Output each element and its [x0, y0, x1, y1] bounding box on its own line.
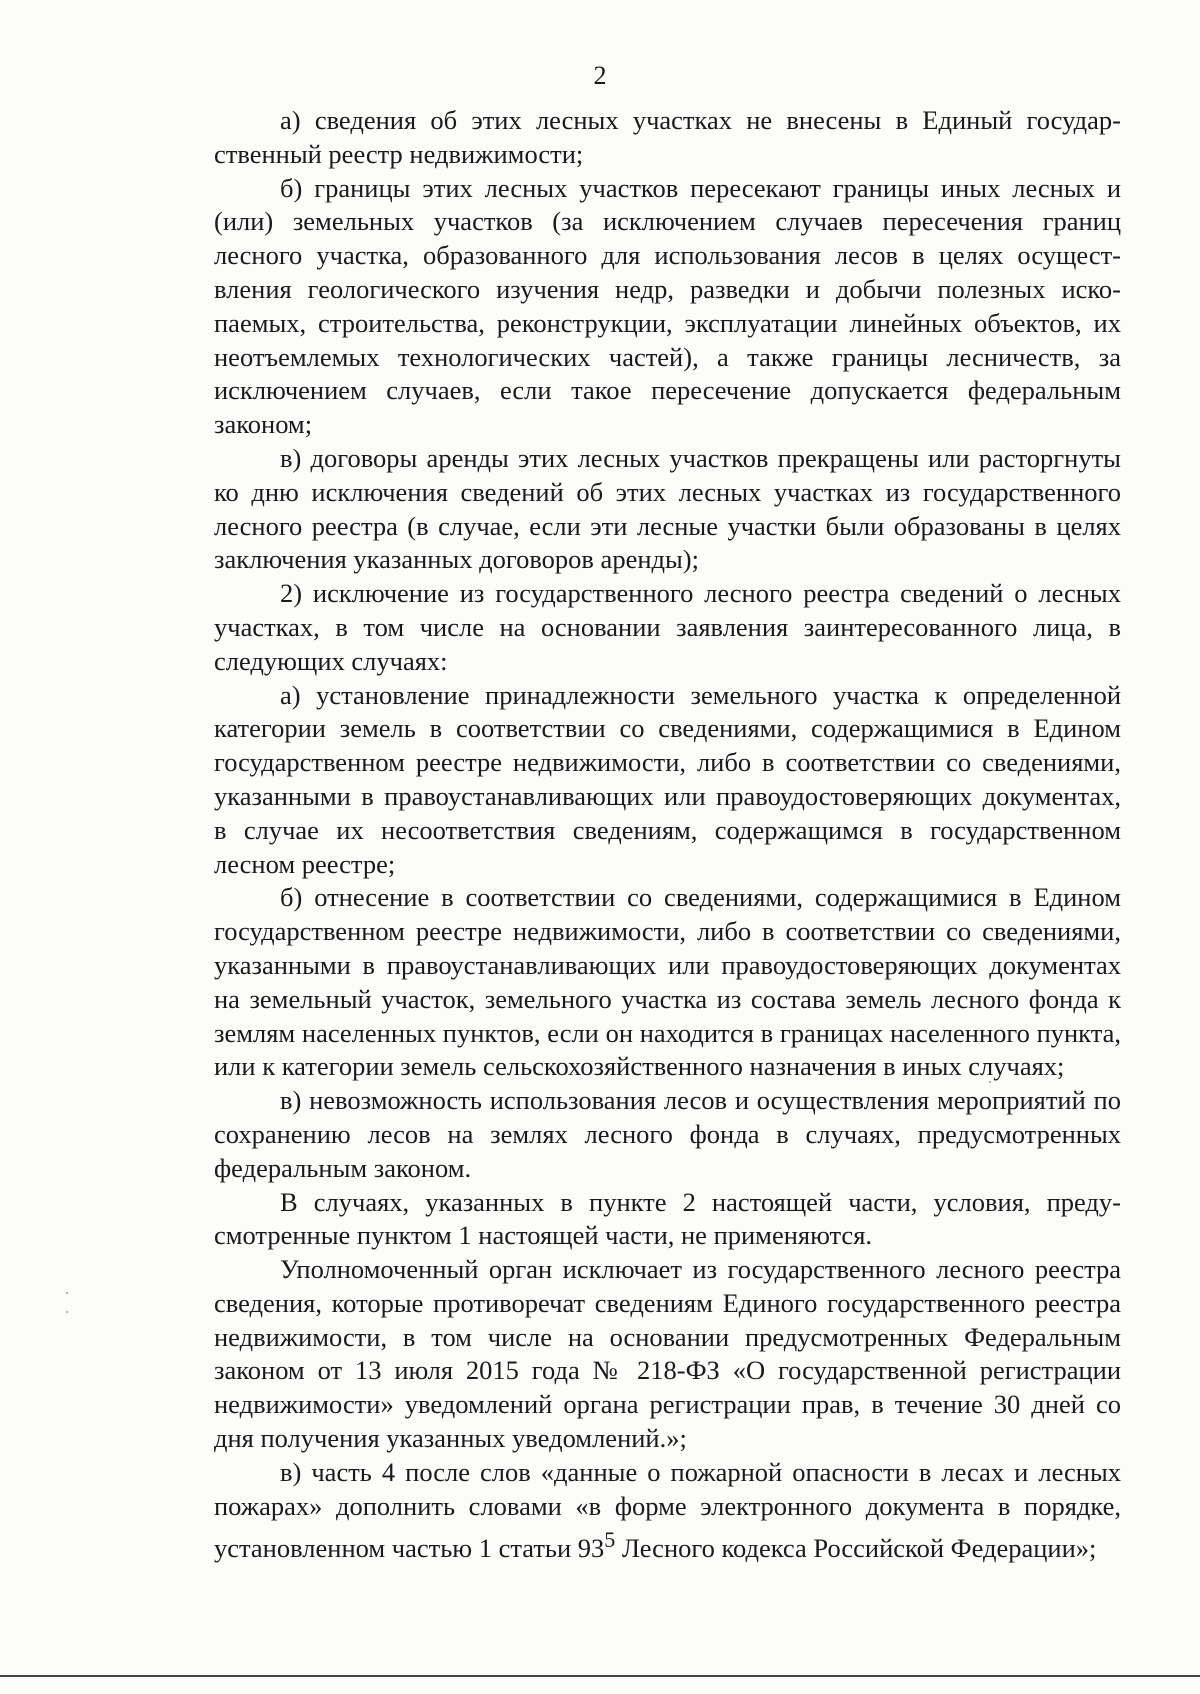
- paragraph-2: 2) исключение из государственного лесного реестра сведений о лесных участках, в том числе на основании заявления заинтересованного лица, в следующих случаях:: [214, 578, 1121, 676]
- part-4-text: в) часть 4 после слов «данные о пожарной опасности в лесах и лесных пожарах» дополнить словами «в форме электронного документа в порядке, установленном частью 1 статьи 93: [214, 1456, 1121, 1564]
- paragraph-1b: б) границы этих лесных участков пересекают границы иных лесных и (или) земельных участков (за исключением случаев пересечения границ лесного участка, образованного для использования лесов в целях осуществления геологического изучения недр, разведки и добычи полезных ископаемых, строительства, реконструкции, эксплуатации линейных объектов, их неотъемлемых технологических частей), а также границы лесничеств, за исключением случаев, если такое пересечение допускается федеральным законом;: [214, 172, 1121, 440]
- paragraph-2a: а) установление принадлежности земельного участка к определенной категории земель в соответствии со сведениями, содержащимися в Едином государственном реестре недвижимости, либо в соответствии со сведениями, указанными в правоустанавливающих или правоудостоверяющих документах, в случае их несоответствия сведениям, содержащимся в государственном лесном реестре;: [214, 679, 1121, 879]
- article-superscript: 5: [604, 1527, 616, 1553]
- paragraph-2v: в) невозможность использования лесов и осуществления мероприятий по сохранению лесов на землях лесного фонда в случаях, предусмотренных федеральным законом.: [214, 1085, 1121, 1183]
- scan-speck: [66, 1311, 68, 1313]
- paragraph-part-4-amendment: [214, 1456, 1121, 1566]
- scan-speck: [66, 1292, 68, 1294]
- paragraph-2b: б) отнесение в соответствии со сведениями, содержащимися в Едином государственном реестре недвижимости, либо в соответствии со сведениями, указанными в правоустанавливающих или правоудостоверяющих документах на земельный участок, земельного участка из состава земель лесного фонда к землям населенных пунктов, если он находится в границах населенного пункта, или к категории земель сельскохозяйственного назначения в иных случаях;: [214, 882, 1121, 1082]
- paragraph-1a: а) сведения об этих лесных участках не внесены в Единый государственный реестр недвижимости;: [214, 105, 1121, 169]
- document-body: [214, 104, 1121, 1566]
- paragraph-cases-note: В случаях, указанных в пункте 2 настоящей части, условия, предусмотренные пунктом 1 настоящей части, не применяются.: [214, 1186, 1121, 1251]
- paragraph-authorized-body: Уполномоченный орган исключает из государственного лесного реестра сведения, которые противоречат сведениям Единого государственного реестра недвижимости, в том числе на основании предусмотренных Федеральным законом от 13 июля 2015 года № 218-ФЗ «О государственной регистрации недвижимости» уведомлений органа регистрации прав, в течение 30 дней со дня получения указанных уведомлений.»;: [214, 1254, 1121, 1454]
- part-4-text-end: Лесного кодекса Российской Федерации»;: [615, 1533, 1097, 1564]
- scan-edge-line: [0, 1675, 1200, 1677]
- paragraph-1v: в) договоры аренды этих лесных участков прекращены или расторгнуты ко дню исключения сведений об этих лесных участках из государственного лесного реестра (в случае, если эти лесные участки были образованы в целях заключения указанных договоров аренды);: [214, 442, 1121, 575]
- scan-speck: [989, 1081, 991, 1083]
- page-number: 2: [593, 61, 607, 90]
